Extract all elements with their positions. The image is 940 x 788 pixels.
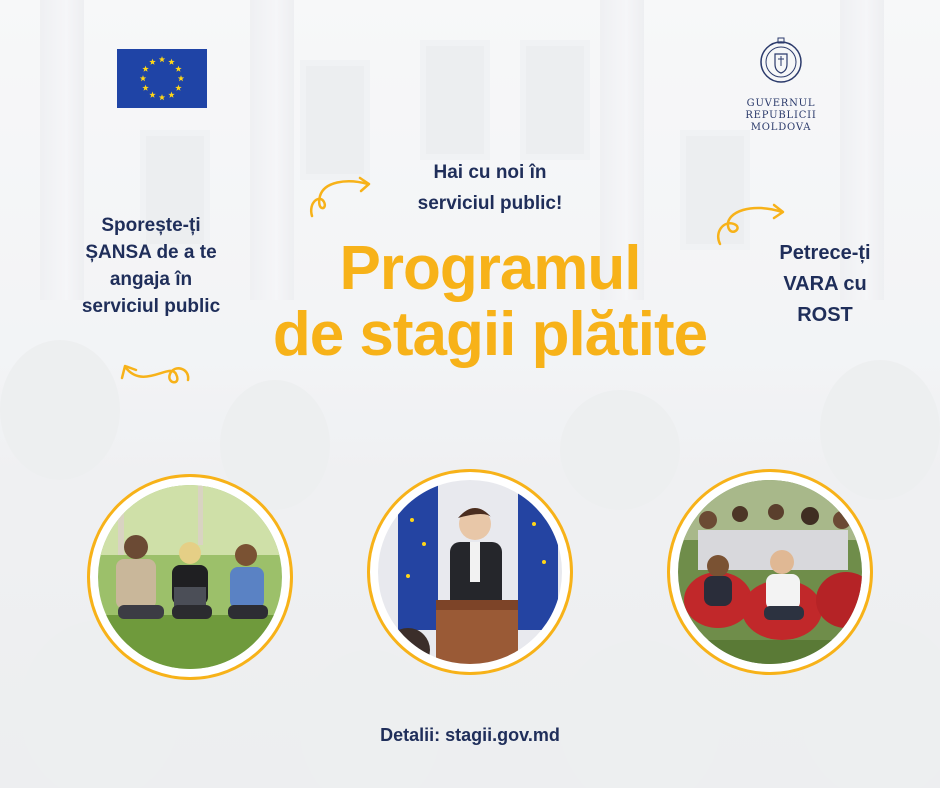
curly-arrow-icon [306,172,376,222]
tagline-left-line: angaja în [109,269,193,290]
details-link-text: Detalii: stagii.gov.md [380,725,560,745]
tagline-top-line: serviciul public! [417,193,563,214]
gov-name-line2: REPUBLICII MOLDOVA [745,110,817,133]
eu-star-icon [175,85,181,91]
gov-name-line1: GUVERNUL [746,98,816,109]
title-line2: de stagii plătite [272,300,708,369]
students-on-grass-photo [87,474,293,680]
eu-star-icon [140,75,146,81]
eu-flag-icon [117,49,207,108]
title-line1: Programul [339,234,641,303]
eu-star-icon [142,85,148,91]
tagline-top [378,157,602,219]
tagline-right-line: VARA cu [783,273,867,295]
tagline-left-line: serviciul public [81,296,221,317]
eu-star-icon [175,66,181,72]
tagline-left-line: ȘANSA de a te [85,242,217,263]
government-logo [716,36,846,133]
eu-star-icon [149,59,155,65]
eu-star-icon [159,94,165,100]
eu-star-icon [149,92,155,98]
page-title [200,236,780,368]
eu-star-icon [178,75,184,81]
curly-arrow-icon [114,356,194,396]
curly-arrow-icon [712,198,790,248]
eu-star-icon [168,92,174,98]
eu-star-icon [159,56,165,62]
tagline-right-line: ROST [797,304,853,326]
moldova-coat-of-arms-icon [759,36,803,92]
tagline-left-line: Sporește-ți [101,215,201,236]
tagline-right-line: Petrece-ți [779,242,871,264]
eu-star-icon [168,59,174,65]
speaker-at-podium-photo [367,469,573,675]
audience-on-beanbags-photo [667,469,873,675]
tagline-top-line: Hai cu noi în [433,162,547,183]
eu-star-icon [142,66,148,72]
